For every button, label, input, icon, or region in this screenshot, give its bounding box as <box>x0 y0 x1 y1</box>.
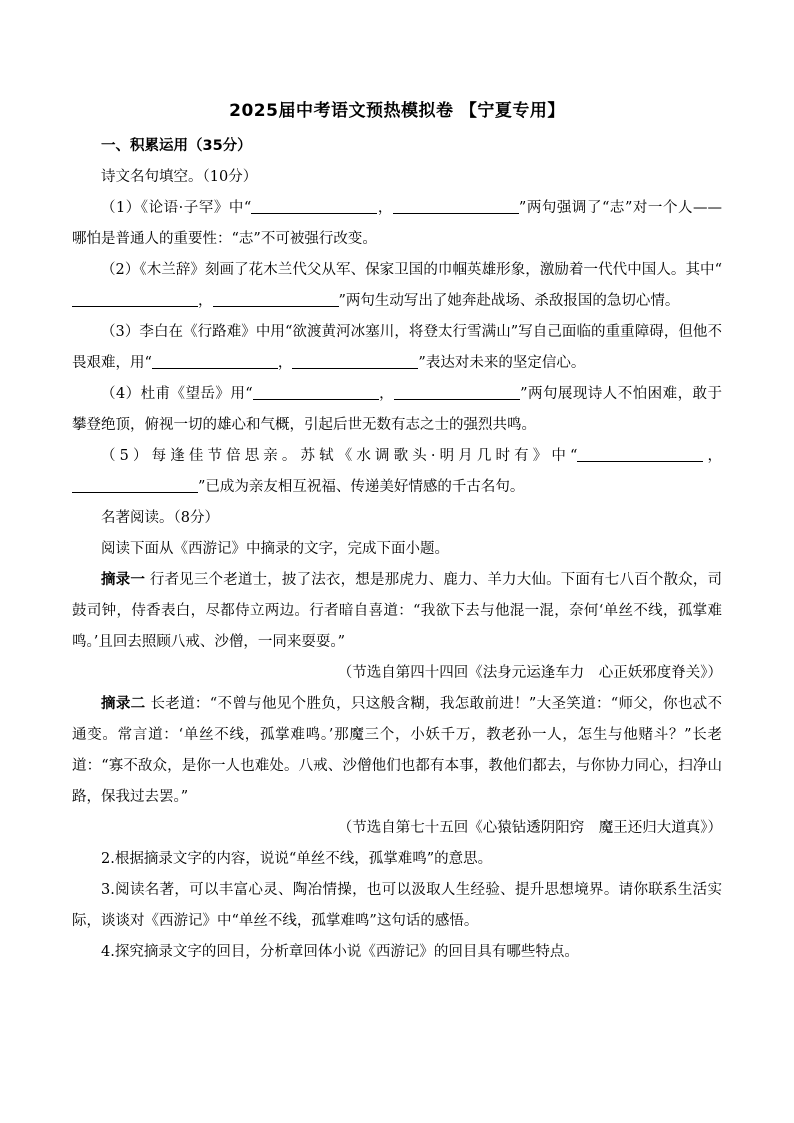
excerpt-1-source: （节选自第四十四回《法身元运逢车力 心正妖邪度脊关》） <box>337 665 722 681</box>
answer-blank[interactable] <box>72 477 198 493</box>
q2-heading: 名著阅读。（8分） <box>101 510 219 526</box>
q1-item-1 <box>72 193 722 255</box>
sub-question-4: 4.探究摘录文字的回目，分析章回体小说《西游记》的回目具有哪些特点。 <box>101 944 579 960</box>
q1-heading: 诗文名句填空。（10分） <box>101 169 258 185</box>
q1-item-4-text-c: ”两句展现诗人不怕困难，敢于攀登绝顶，俯视一切的雄心和气概，引起后世无数有志之士的强烈共鸣。 <box>72 386 722 433</box>
q1-item-3 <box>72 317 722 379</box>
excerpt-1-label: 摘录一 <box>101 572 146 588</box>
page-body <box>72 131 722 968</box>
page-title: 2025届中考语文预热模拟卷 【宁夏专用】 <box>229 101 565 121</box>
q1-item-2 <box>72 255 722 317</box>
q1-item-4-text-b: ， <box>378 386 395 402</box>
excerpt-1 <box>72 565 722 658</box>
answer-blank[interactable] <box>292 353 418 369</box>
q2-intro: 阅读下面从《西游记》中摘录的文字，完成下面小题。 <box>101 541 449 557</box>
section-heading: 一、积累运用（35分） <box>101 138 252 154</box>
q1-item-1-text-b: ， <box>377 200 393 216</box>
q1-item-2-text-c: ”两句生动写出了她奔赴战场、杀敌报国的急切心情。 <box>338 293 680 309</box>
q1-item-1-text-c: ”两句强调了“志”对一个人——哪怕是普通人的重要性：“志”不可被强行改变。 <box>72 200 723 247</box>
excerpt-1-text: 行者见三个老道士，披了法衣，想是那虎力、鹿力、羊力大仙。下面有七八百个散众，司鼓司钟，侍香表白，尽都侍立两边。行者暗自喜道：“我欲下去与他混一混，奈何‘单丝不线，孤掌难鸣。’且回去照顾八戒、沙僧，一同来耍耍。” <box>72 572 722 650</box>
q1-item-4 <box>72 379 722 441</box>
sub-question-2: 2.根据摘录文字的内容，说说“单丝不线，孤掌难鸣”的意思。 <box>101 851 493 867</box>
q1-item-4-text-a: （4）杜甫《望岳》用“ <box>101 386 253 402</box>
excerpt-2-label: 摘录二 <box>101 696 146 712</box>
q1-item-5-text-a: （5）每逢佳节倍思亲。苏轼《水调歌头·明月几时有》中“ <box>101 448 578 464</box>
answer-blank[interactable] <box>253 384 379 400</box>
q1-item-2-text-a: （2）《木兰辞》刻画了花木兰代父从军、保家卫国的巾帼英雄形象，激励着一代代中国人。其中“ <box>101 262 722 278</box>
answer-blank[interactable] <box>213 291 339 307</box>
excerpt-2-text: 长老道：“不曾与他见个胜负，只这般含糊，我怎敢前进！”大圣笑道：“师父，你也忒不通变。常言道：‘单丝不线，孤掌难鸣。’那魔三个，小妖千万，教老孙一人，怎生与他赌斗？”长老道：“寡不敌众，是你一人也难处。八戒、沙僧他们也都有本事，教他们都去，与你协力同心，扫净山路，保我过去罢。” <box>72 696 722 805</box>
q1-item-1-text-a: （1）《论语·子罕》中“ <box>101 200 252 216</box>
q1-item-5-text-c: ”已成为亲友相互祝福、传递美好情感的千古名句。 <box>198 479 525 495</box>
sub-question-3: 3.阅读名著，可以丰富心灵、陶冶情操，也可以汲取人生经验、提升思想境界。请你联系生活实际，谈谈对《西游记》中“单丝不线，孤掌难鸣”这句话的感悟。 <box>72 882 722 929</box>
answer-blank[interactable] <box>577 446 703 462</box>
answer-blank[interactable] <box>72 291 198 307</box>
answer-blank[interactable] <box>251 198 377 214</box>
q1-item-2-text-b: ， <box>198 293 213 309</box>
q1-item-5 <box>72 441 722 503</box>
excerpt-2-source: （节选自第七十五回《心猿钻透阴阳窍 魔王还归大道真》） <box>337 820 722 836</box>
excerpt-2 <box>72 689 722 813</box>
answer-blank[interactable] <box>152 353 278 369</box>
answer-blank[interactable] <box>393 198 519 214</box>
q1-item-3-text-a: （3）李白在《行路难》中用“欲渡黄河冰塞川，将登太行雪满山”写自己面临的重重障碍，但他不畏艰难，用“ <box>72 324 722 371</box>
answer-blank[interactable] <box>394 384 520 400</box>
q1-item-5-text-b: ， <box>703 448 722 464</box>
q1-item-3-text-c: ”表达对未来的坚定信心。 <box>418 355 586 371</box>
q1-item-3-text-b: ， <box>277 355 293 371</box>
